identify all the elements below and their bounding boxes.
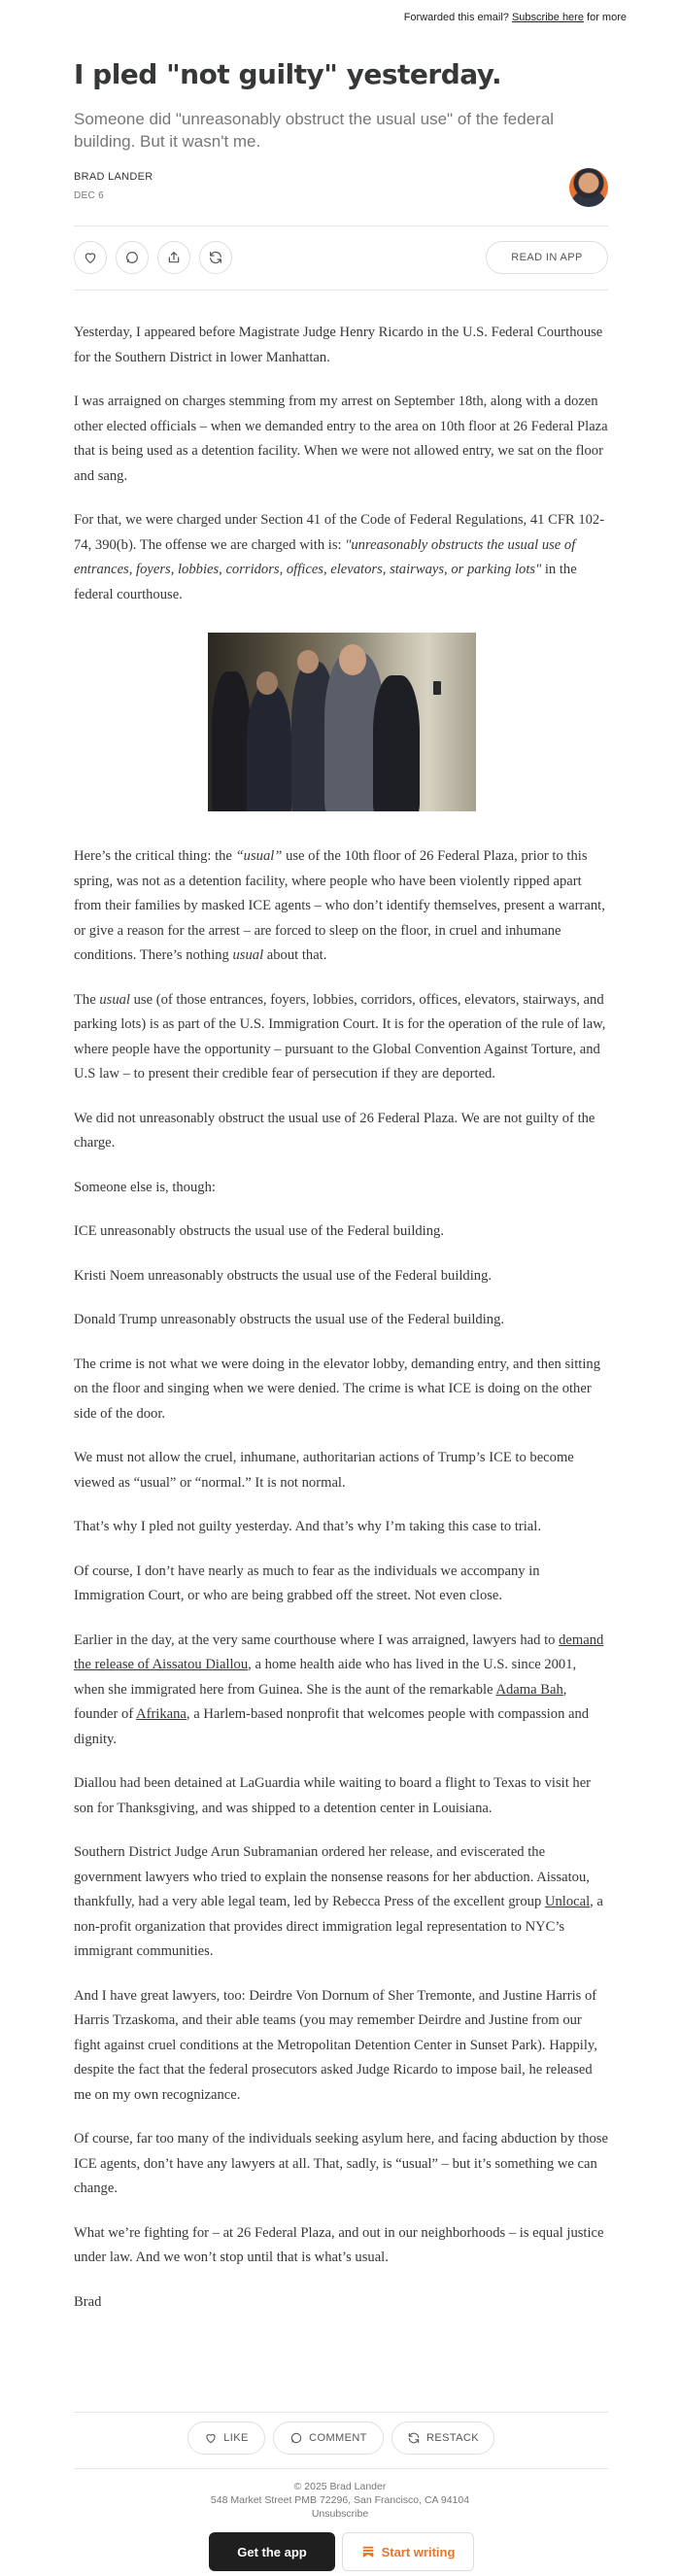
post-subtitle: Someone did "unreasonably obstruct the usual use" of the federal building. But it wasn't me. xyxy=(74,110,555,151)
restack-icon xyxy=(407,2431,421,2445)
photo-figure xyxy=(373,675,420,811)
paragraph: Earlier in the day, at the very same courthouse where I was arraigned, lawyers had to demand the release of Aissatou Diallou, a home health aide who has lived in the U.S. since 2001, when she immigrated here from Guinea. She is the aunt of the remarkable Adama Bah, founder of Afrikana, a Harlem-based nonprofit that welcomes people with compassion and dignity. xyxy=(74,1631,604,1747)
forward-banner xyxy=(404,12,627,23)
heart-icon xyxy=(83,250,98,265)
paragraph: And I have great lawyers, too: Deirdre Von Dornum of Sher Tremonte, and Justine Harris of Harris Trzaskoma, and their able teams (you may remember Deirdre and Justine from our fight against cruel conditions at the Metropolitan Detention Center in Sunset Park). Happily, despite the fact that the federal prosecutors asked Judge Ricardo to impose bail, he released me on my own recognizance. xyxy=(74,1987,597,2103)
paragraph: Kristi Noem unreasonably obstructs the usual use of the Federal building. xyxy=(74,1267,493,1284)
get-app-button[interactable]: Get the app xyxy=(209,2532,335,2571)
forward-suffix: for more xyxy=(587,12,627,23)
read-in-app-button[interactable]: READ IN APP xyxy=(486,241,608,274)
paragraph: We must not allow the cruel, inhumane, authoritarian actions of Trump’s ICE to become viewed as “usual” or “normal.” It is not normal. xyxy=(74,1450,574,1491)
paragraph: That’s why I pled not guilty yesterday. And that’s why I’m taking this case to trial. xyxy=(74,1519,541,1534)
like-label: LIKE xyxy=(223,2432,249,2444)
comment-icon xyxy=(289,2431,303,2445)
subscribe-link[interactable]: Subscribe here xyxy=(511,12,584,23)
comment-button[interactable] xyxy=(116,241,149,274)
paragraph: Southern District Judge Arun Subramanian ordered her release, and eviscerated the government lawyers who tried to explain the nonsense reasons for her abduction. Aissatou, thankfully, had a very able legal team, led by Rebecca Press of the excellent group Unlocal, a non-profit organization that provides direct immigration legal representation to NYC’s immigrant communities. xyxy=(74,1844,603,1959)
arrest-photo[interactable] xyxy=(208,633,476,811)
bottom-restack-button[interactable] xyxy=(391,2421,494,2455)
signoff: Brad xyxy=(74,2293,102,2310)
paragraph: The crime is not what we were doing in the elevator lobby, demanding entry, and then sitting on the floor and singing when we were denied. The crime is what ICE is doing on the other side of the door. xyxy=(74,1356,600,1422)
paragraph: Of course, I don’t have nearly as much to fear as the individuals we accompany in Immigration Court, or who are being grabbed off the street. Not even close. xyxy=(74,1563,540,1603)
share-icon xyxy=(166,250,182,265)
avatar[interactable] xyxy=(569,168,608,207)
divider xyxy=(74,2412,608,2413)
author-name[interactable]: BRAD LANDER xyxy=(74,171,153,183)
photo-figure xyxy=(339,644,366,675)
heart-icon xyxy=(204,2431,218,2445)
restack-label: RESTACK xyxy=(426,2432,479,2444)
post-body xyxy=(74,321,610,2334)
photo-figure xyxy=(433,681,441,695)
photo-figure xyxy=(212,671,251,811)
restack-button[interactable] xyxy=(199,241,232,274)
paragraph: What we’re fighting for – at 26 Federal Plaza, and out in our neighborhoods – is equal justice under law. And we won’t stop until that is what’s usual. xyxy=(74,2224,604,2265)
paragraph: Someone else is, though: xyxy=(74,1179,216,1195)
share-button[interactable] xyxy=(157,241,190,274)
divider xyxy=(74,290,608,291)
paragraph: Of course, far too many of the individuals seeking asylum here, and facing abduction by those ICE agents, don’t have any lawyers at all. That, sadly, is “usual” – but it’s something we can change. xyxy=(74,2131,608,2196)
paragraph: Here’s the critical thing: the “usual” use of the 10th floor of 26 Federal Plaza, prior to this spring, was not as a detention facility, where people who have been violently ripped apart from their families by masked ICE agents – who don’t identify themselves, present a warrant, or give a reason for the arrest – are forced to sleep on the floor, in cruel and inhumane conditions. There’s nothing usual about that. xyxy=(74,848,605,963)
divider xyxy=(74,225,608,226)
paragraph: I was arraigned on charges stemming from my arrest on September 18th, along with a dozen other elected officials – when we demanded entry to the area on 10th floor at 26 Federal Plaza that is being used as a detention facility. When we were not allowed entry, we sat on the floor and sang. xyxy=(74,394,608,484)
photo-figure xyxy=(247,686,291,811)
unsubscribe-link[interactable]: Unsubscribe xyxy=(311,2508,369,2520)
regulation-quote: "unreasonably obstructs the usual use of entrances, foyers, lobbies, corridors, offices, elevators, stairways, or parking lots" xyxy=(74,536,576,577)
bottom-like-button[interactable] xyxy=(187,2421,265,2455)
paragraph: Diallou had been detained at LaGuardia while waiting to board a flight to Texas to visit her son for Thanksgiving, and was shipped to a detention center in Louisiana. xyxy=(74,1775,592,1816)
forward-text: Forwarded this email? xyxy=(403,12,509,23)
paragraph: We did not unreasonably obstruct the usual use of 26 Federal Plaza. We are not guilty of the charge. xyxy=(74,1110,595,1151)
paragraph: The usual use (of those entrances, foyers, lobbies, corridors, offices, elevators, stairways, and parking lots) is as part of the U.S. Immigration Court. It is for the operation of the rule of law, where people have the opportunity – pursuant to the Global Convention Against Torture, and U.S law – to present their credible fear of persecution if they are deported. xyxy=(74,991,606,1082)
comment-label: COMMENT xyxy=(309,2432,367,2444)
photo-figure xyxy=(297,650,319,673)
comment-icon xyxy=(124,250,140,265)
post-title[interactable]: I pled "not guilty" yesterday. xyxy=(74,58,502,90)
start-writing-label: Start writing xyxy=(381,2544,456,2559)
substack-logo-icon xyxy=(361,2545,375,2559)
footer xyxy=(0,2480,680,2521)
start-writing-button[interactable] xyxy=(342,2532,474,2571)
paragraph: Donald Trump unreasonably obstructs the usual use of the Federal building. xyxy=(74,1312,505,1327)
afrikana-link[interactable]: Afrikana xyxy=(136,1706,187,1722)
adama-bah-link[interactable]: Adama Bah xyxy=(495,1681,563,1698)
paragraph: For that, we were charged under Section 41 of the Code of Federal Regulations, 41 CFR 102-74, 390(b). The offense we are charged with is: "unreasonably obstructs the usual use of entrances, foyers, lobbies, corridors, offices, elevators, stairways, or parking lots" in the federal courthouse. xyxy=(74,512,605,602)
like-button[interactable] xyxy=(74,241,107,274)
restack-icon xyxy=(208,250,223,265)
divider xyxy=(74,2468,608,2469)
paragraph: ICE unreasonably obstructs the usual use of the Federal building. xyxy=(74,1223,444,1239)
release-link[interactable]: demand the release of Aissatou Diallou xyxy=(74,1631,604,1672)
unlocal-link[interactable]: Unlocal xyxy=(544,1894,591,1909)
footer-copyright: © 2025 Brad Lander xyxy=(293,2481,387,2492)
paragraph: Yesterday, I appeared before Magistrate Judge Henry Ricardo in the U.S. Federal Courthouse for the Southern District in lower Manhattan. xyxy=(74,325,603,365)
photo-figure xyxy=(256,671,278,695)
bottom-comment-button[interactable] xyxy=(273,2421,384,2455)
post-date: DEC 6 xyxy=(74,190,104,201)
footer-address: 548 Market Street PMB 72296, San Francisco, CA 94104 xyxy=(210,2494,470,2506)
